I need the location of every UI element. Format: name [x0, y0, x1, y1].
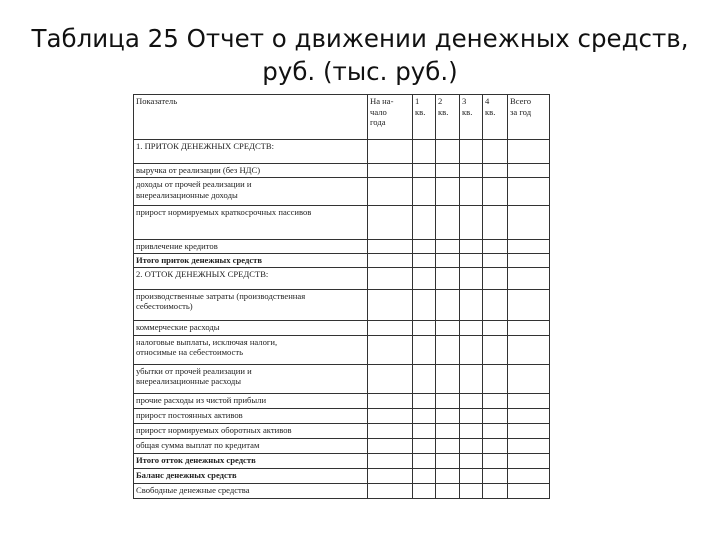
value-cell: [413, 320, 436, 335]
value-cell: [413, 468, 436, 483]
value-cell: [508, 320, 550, 335]
value-cell: [413, 335, 436, 364]
value-cell: [483, 289, 508, 320]
value-cell: [483, 453, 508, 468]
value-cell: [483, 364, 508, 393]
value-cell: [508, 178, 550, 206]
table-row: [134, 408, 550, 423]
value-cell: [460, 164, 483, 178]
value-cell: [483, 240, 508, 254]
table-row: [134, 240, 550, 254]
cash-flow-table: [133, 94, 550, 499]
header-indicator: Показатель: [134, 95, 368, 140]
value-cell: [413, 393, 436, 408]
value-cell: [483, 140, 508, 164]
value-cell: [368, 140, 413, 164]
value-cell: [460, 364, 483, 393]
table-row: [134, 320, 550, 335]
value-cell: [436, 240, 460, 254]
value-cell: [413, 483, 436, 498]
value-cell: [368, 164, 413, 178]
value-cell: [483, 253, 508, 267]
value-cell: [483, 178, 508, 206]
header-row: [134, 95, 550, 140]
row-label: 1. ПРИТОК ДЕНЕЖНЫХ СРЕДСТВ:: [134, 140, 368, 164]
value-cell: [460, 408, 483, 423]
row-label: Итого приток денежных средств: [134, 253, 368, 267]
value-cell: [368, 468, 413, 483]
value-cell: [483, 164, 508, 178]
value-cell: [483, 408, 508, 423]
value-cell: [508, 468, 550, 483]
row-label: общая сумма выплат по кредитам: [134, 438, 368, 453]
value-cell: [460, 335, 483, 364]
value-cell: [436, 267, 460, 289]
table-row: [134, 453, 550, 468]
value-cell: [508, 364, 550, 393]
value-cell: [436, 320, 460, 335]
table-row: [134, 267, 550, 289]
value-cell: [436, 164, 460, 178]
value-cell: [368, 408, 413, 423]
table-row: [134, 253, 550, 267]
value-cell: [436, 483, 460, 498]
value-cell: [460, 453, 483, 468]
value-cell: [460, 438, 483, 453]
row-label: производственные затраты (производственная себестоимость): [134, 289, 368, 320]
value-cell: [368, 267, 413, 289]
row-label: убытки от прочей реализации и внереализационные расходы: [134, 364, 368, 393]
value-cell: [460, 178, 483, 206]
table-row: [134, 335, 550, 364]
row-label: 2. ОТТОК ДЕНЕЖНЫХ СРЕДСТВ:: [134, 267, 368, 289]
value-cell: [368, 206, 413, 240]
value-cell: [483, 206, 508, 240]
row-label: прирост нормируемых оборотных активов: [134, 423, 368, 438]
row-label: выручка от реализации (без НДС): [134, 164, 368, 178]
value-cell: [436, 423, 460, 438]
header-q4: 4 кв.: [483, 95, 508, 140]
row-label: налоговые выплаты, исключая налоги, относимые на себестоимость: [134, 335, 368, 364]
value-cell: [368, 335, 413, 364]
value-cell: [413, 253, 436, 267]
value-cell: [436, 335, 460, 364]
value-cell: [368, 438, 413, 453]
row-label: Свободные денежные средства: [134, 483, 368, 498]
value-cell: [436, 140, 460, 164]
value-cell: [413, 408, 436, 423]
value-cell: [413, 289, 436, 320]
value-cell: [508, 253, 550, 267]
row-label: привлечение кредитов: [134, 240, 368, 254]
slide-title: Таблица 25 Отчет о движении денежных средств, руб. (тыс. руб.): [31, 24, 689, 86]
value-cell: [508, 206, 550, 240]
value-cell: [460, 483, 483, 498]
value-cell: [368, 393, 413, 408]
value-cell: [413, 240, 436, 254]
value-cell: [460, 468, 483, 483]
row-label: прирост постоянных активов: [134, 408, 368, 423]
value-cell: [436, 253, 460, 267]
row-label: Итого отток денежных средств: [134, 453, 368, 468]
value-cell: [508, 423, 550, 438]
value-cell: [508, 140, 550, 164]
value-cell: [436, 438, 460, 453]
table-row: [134, 164, 550, 178]
value-cell: [460, 423, 483, 438]
value-cell: [368, 320, 413, 335]
value-cell: [483, 423, 508, 438]
value-cell: [460, 240, 483, 254]
table-row: [134, 468, 550, 483]
value-cell: [460, 320, 483, 335]
value-cell: [436, 453, 460, 468]
value-cell: [483, 335, 508, 364]
value-cell: [460, 206, 483, 240]
table-row: [134, 423, 550, 438]
value-cell: [460, 267, 483, 289]
table-row: [134, 438, 550, 453]
value-cell: [508, 164, 550, 178]
row-label: коммерческие расходы: [134, 320, 368, 335]
table-row: [134, 140, 550, 164]
value-cell: [508, 393, 550, 408]
row-label: прочие расходы из чистой прибыли: [134, 393, 368, 408]
table-row: [134, 289, 550, 320]
value-cell: [368, 289, 413, 320]
row-label: прирост нормируемых краткосрочных пассивов: [134, 206, 368, 240]
value-cell: [460, 253, 483, 267]
table-row: [134, 483, 550, 498]
value-cell: [508, 438, 550, 453]
value-cell: [508, 335, 550, 364]
value-cell: [413, 364, 436, 393]
value-cell: [436, 408, 460, 423]
value-cell: [413, 164, 436, 178]
value-cell: [483, 468, 508, 483]
value-cell: [413, 178, 436, 206]
header-start-of-year: На на- чало года: [368, 95, 413, 140]
value-cell: [483, 393, 508, 408]
value-cell: [368, 423, 413, 438]
table-row: [134, 393, 550, 408]
header-q2: 2 кв.: [436, 95, 460, 140]
header-q1: 1 кв.: [413, 95, 436, 140]
value-cell: [508, 453, 550, 468]
table-row: [134, 178, 550, 206]
value-cell: [508, 408, 550, 423]
value-cell: [413, 140, 436, 164]
value-cell: [483, 320, 508, 335]
value-cell: [368, 240, 413, 254]
value-cell: [368, 364, 413, 393]
header-total-year: Всего за год: [508, 95, 550, 140]
value-cell: [436, 289, 460, 320]
value-cell: [460, 140, 483, 164]
value-cell: [368, 178, 413, 206]
value-cell: [436, 468, 460, 483]
value-cell: [460, 393, 483, 408]
header-q3: 3 кв.: [460, 95, 483, 140]
value-cell: [483, 438, 508, 453]
value-cell: [508, 240, 550, 254]
value-cell: [436, 364, 460, 393]
value-cell: [508, 483, 550, 498]
value-cell: [368, 253, 413, 267]
value-cell: [368, 483, 413, 498]
value-cell: [368, 453, 413, 468]
row-label: доходы от прочей реализации и внереализационные доходы: [134, 178, 368, 206]
row-label: Баланс денежных средств: [134, 468, 368, 483]
value-cell: [436, 206, 460, 240]
value-cell: [508, 289, 550, 320]
value-cell: [436, 178, 460, 206]
value-cell: [483, 483, 508, 498]
value-cell: [483, 267, 508, 289]
value-cell: [413, 206, 436, 240]
table-row: [134, 206, 550, 240]
value-cell: [413, 423, 436, 438]
value-cell: [508, 267, 550, 289]
value-cell: [413, 438, 436, 453]
value-cell: [460, 289, 483, 320]
value-cell: [413, 453, 436, 468]
table-row: [134, 364, 550, 393]
value-cell: [413, 267, 436, 289]
value-cell: [436, 393, 460, 408]
